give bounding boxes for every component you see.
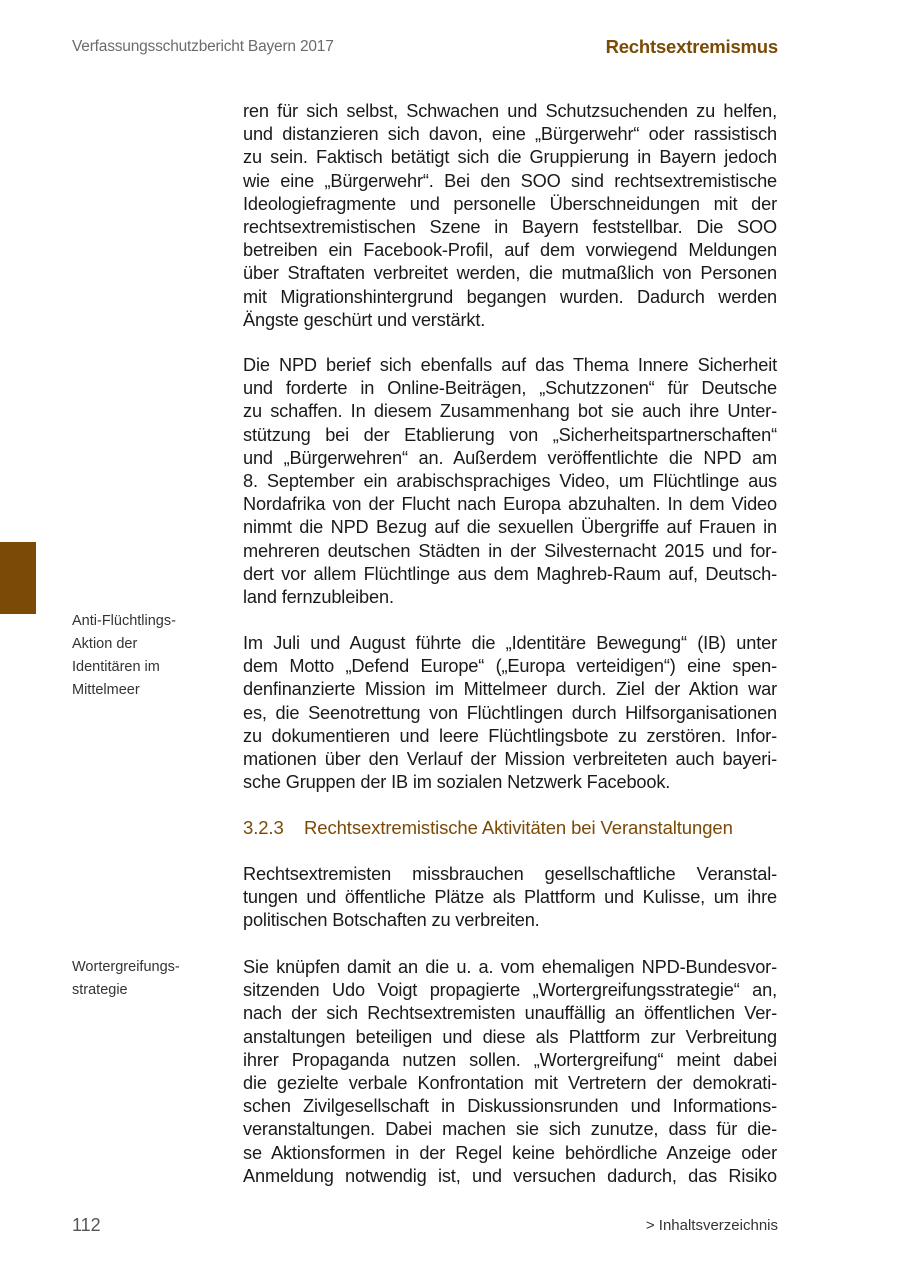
text-line: mehreren deutschen Städten in der Silvesternacht 2015 und for-: [243, 540, 777, 561]
text-line: sitzenden Udo Voigt propagierte „Wortergreifungsstrategie“ an,: [243, 980, 777, 1001]
document-title: Verfassungsschutzbericht Bayern 2017: [72, 38, 334, 55]
text-line: ren für sich selbst, Schwachen und Schutzsuchenden zu helfen,: [243, 101, 777, 121]
chapter-tab-marker: [0, 542, 36, 614]
text-line: Die NPD berief sich ebenfalls auf das Thema Innere Sicherheit: [243, 355, 777, 375]
margin-note-line: Aktion der: [72, 636, 138, 652]
text-line: nach der sich Rechtsextremisten unauffällig an öffentlichen Ver-: [243, 1003, 777, 1024]
paragraph-wortergreifung: [243, 956, 777, 1188]
text-line: stützung bei der Etablierung von „Sicherheitspartnerschaften“: [243, 424, 777, 445]
text-line: sche Gruppen der IB im sozialen Netzwerk Facebook.: [243, 772, 671, 793]
text-line: Nordafrika von der Flucht nach Europa abzuhalten. In dem Video: [243, 494, 777, 515]
section-title: Rechtsextremistische Aktivitäten bei Veranstaltungen: [304, 817, 733, 838]
paragraph-veranstaltungen-intro: [243, 863, 777, 933]
text-line: mit Migrationshintergrund begangen wurden. Dadurch werden: [243, 286, 777, 307]
text-line: und forderte in Online-Beiträgen, „Schutzzonen“ für Deutsche: [243, 378, 777, 399]
text-line: Rechtsextremisten missbrauchen gesellschaftliche Veranstal-: [243, 864, 777, 884]
text-line: Sie knüpfen damit an die u. a. vom ehemaligen NPD-Bundesvor-: [243, 957, 777, 977]
text-line: 8. September ein arabischsprachiges Video, um Flüchtlinge aus: [243, 471, 777, 492]
paragraph-npd: [243, 354, 777, 609]
table-of-contents-link[interactable]: > Inhaltsverzeichnis: [645, 1217, 778, 1234]
text-line: zu sein. Faktisch betätigt sich die Gruppierung in Bayern jedoch: [243, 147, 777, 168]
text-line: Ängste geschürt und verstärkt.: [243, 309, 486, 330]
text-line: dert vor allem Flüchtlinge aus dem Maghreb-Raum auf, Deutsch-: [243, 563, 777, 584]
text-line: rechtsextremistischen Szene in Bayern feststellbar. Die SOO: [243, 217, 777, 238]
paragraph-soo: [243, 100, 777, 332]
text-line: und distanzieren sich davon, eine „Bürgerwehr“ oder rassistisch: [243, 124, 777, 145]
margin-note-line: Anti-Flüchtlings-: [72, 613, 176, 629]
text-line: Im Juli und August führte die „Identitäre Bewegung“ (IB) unter: [243, 633, 777, 653]
margin-note-anti-fluechtlings-aktion: [72, 610, 176, 702]
text-line: Ideologiefragmente und personelle Überschneidungen mit der: [243, 193, 777, 214]
text-line: zu dokumentieren und leere Flüchtlingsbote zu zerstören. Infor-: [243, 725, 777, 746]
text-line: denfinanzierte Mission im Mittelmeer durch. Ziel der Aktion war: [243, 679, 777, 700]
text-line: die gezielte verbale Konfrontation mit Vertretern der demokrati-: [243, 1073, 777, 1094]
text-line: tungen und öffentliche Plätze als Plattform und Kulisse, um ihre: [243, 887, 777, 908]
text-line: veranstaltungen. Dabei machen sie sich zunutze, dass für die-: [243, 1119, 777, 1140]
section-number: 3.2.3: [243, 817, 284, 838]
text-line: Anmeldung notwendig ist, und versuchen dadurch, das Risiko: [243, 1165, 777, 1186]
chapter-title: Rechtsextremismus: [605, 36, 778, 57]
margin-note-line: strategie: [72, 982, 128, 998]
text-line: es, die Seenotrettung von Flüchtlingen durch Hilfsorganisationen: [243, 702, 777, 723]
section-heading: [243, 817, 733, 839]
margin-note-line: Mittelmeer: [72, 682, 140, 698]
text-line: mationen über den Verlauf der Mission verbreiteten auch bayeri-: [243, 749, 777, 770]
page-number: 112: [72, 1215, 101, 1235]
text-line: nimmt die NPD Bezug auf die sexuellen Übergriffe auf Frauen in: [243, 517, 777, 538]
text-line: ihrer Propaganda nutzen sollen. „Wortergreifung“ meint dabei: [243, 1049, 777, 1070]
text-line: zu schaffen. In diesem Zusammenhang bot sie auch ihre Unter-: [243, 401, 777, 422]
text-line: über Straftaten verbreitet werden, die mutmaßlich von Personen: [243, 263, 777, 284]
paragraph-identitaere-bewegung: [243, 632, 777, 794]
text-line: anstaltungen beteiligen und diese als Plattform zur Verbreitung: [243, 1026, 777, 1047]
text-line: und „Bürgerwehren“ an. Außerdem veröffentlichte die NPD am: [243, 447, 777, 468]
margin-note-line: Identitären im: [72, 659, 160, 675]
margin-note-wortergreifungsstrategie: [72, 956, 180, 1002]
margin-note-line: Wortergreifungs-: [72, 959, 180, 975]
text-line: betreiben ein Facebook-Profil, auf dem vorwiegend Meldungen: [243, 240, 777, 261]
text-line: dem Motto „Defend Europe“ („Europa verteidigen“) eine spen-: [243, 656, 777, 677]
text-line: land fernzubleiben.: [243, 587, 394, 608]
text-line: politischen Botschaften zu verbreiten.: [243, 910, 540, 931]
text-line: schen Zivilgesellschaft in Diskussionsrunden und Informations-: [243, 1096, 777, 1117]
text-line: se Aktionsformen in der Regel keine behördliche Anzeige oder: [243, 1142, 777, 1163]
text-line: wie eine „Bürgerwehr“. Bei den SOO sind rechtsextremistische: [243, 170, 777, 191]
